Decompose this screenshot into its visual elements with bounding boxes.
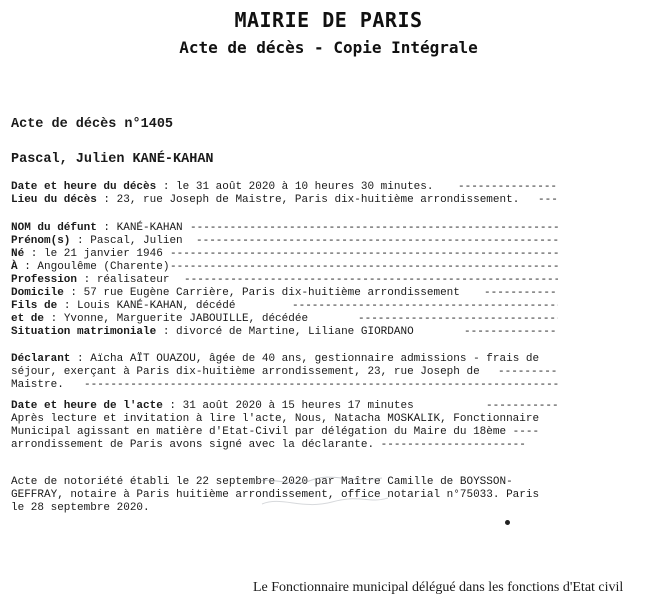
death-date-value: : le 31 août 2020 à 10 heures 30 minutes. <box>156 181 434 193</box>
birth-place-line <box>11 261 169 274</box>
father-line <box>11 300 235 313</box>
acte-number-heading: Acte de décès n°1405 <box>11 117 174 132</box>
deceased-firstnames-value: : Pascal, Julien <box>70 235 183 247</box>
filler-dashes <box>458 181 558 194</box>
birth-date-label: Né <box>11 248 25 260</box>
faint-pen-mark <box>252 474 392 514</box>
residence-line <box>11 287 460 300</box>
filler-dashes <box>292 300 558 313</box>
notoriety-line-2: GEFFRAY, notaire à Paris huitième arrondissement, office notarial n°75033. Paris <box>11 489 540 501</box>
filler-dashes <box>190 222 558 235</box>
filler-dashes <box>84 379 558 392</box>
document-subtitle: Acte de décès - Copie Intégrale <box>179 38 478 57</box>
filler-dashes <box>538 194 558 207</box>
act-text-line-2: Municipal agissant en matière d'Etat-Civil par délégation du Maire du 18ème ---- <box>11 426 540 438</box>
filler-dashes <box>196 235 558 248</box>
residence-label: Domicile <box>11 287 64 299</box>
act-date-label: Date et heure de l'acte <box>11 400 163 412</box>
father-value: : Louis KANÉ-KAHAN, décédé <box>57 300 236 312</box>
birth-place-value: : Angoulême (Charente) <box>17 261 170 273</box>
deceased-surname-label: NOM du défunt <box>11 222 97 234</box>
mother-line <box>11 313 308 326</box>
filler-dashes <box>486 400 558 413</box>
signature-caption: Le Fonctionnaire municipal délégué dans les fonctions d'Etat civil <box>253 580 624 595</box>
death-date-line <box>11 181 433 194</box>
declarant-value: : Aïcha AÏT OUAZOU, âgée de 40 ans, gestionnaire admissions - frais de <box>70 353 540 365</box>
declarant-label: Déclarant <box>11 353 71 365</box>
marital-status-value: : divorcé de Martine, Liliane GIORDANO <box>156 326 414 338</box>
deceased-surname-line <box>11 222 183 235</box>
act-date-value: : 31 août 2020 à 15 heures 17 minutes <box>162 400 414 412</box>
profession-label: Profession <box>11 274 78 286</box>
notoriety-line-3: le 28 septembre 2020. <box>11 502 150 514</box>
declarant-line-3: Maistre. <box>11 379 64 391</box>
filler-dashes <box>498 366 558 379</box>
filler-dashes <box>464 326 558 339</box>
residence-value: : 57 rue Eugène Carrière, Paris dix-huitième arrondissement <box>63 287 460 299</box>
profession-value: : réalisateur <box>77 274 170 286</box>
death-date-label: Date et heure du décès <box>11 181 157 193</box>
death-place-line <box>11 194 519 207</box>
declarant-line-1 <box>11 353 539 366</box>
act-date-line <box>11 400 414 413</box>
birth-place-label: À <box>11 261 18 273</box>
deceased-full-name: Pascal, Julien KANÉ-KAHAN <box>11 152 214 167</box>
act-text-line-1: Après lecture et invitation à lire l'acte, Nous, Natacha MOSKALIK, Fonctionnaire <box>11 413 540 425</box>
filler-dashes <box>484 287 558 300</box>
death-place-value: : 23, rue Joseph de Maistre, Paris dix-huitième arrondissement. <box>96 194 520 206</box>
mother-label: et de <box>11 313 45 325</box>
marital-status-label: Situation matrimoniale <box>11 326 157 338</box>
filler-dashes <box>170 261 558 274</box>
declarant-line-2: séjour, exerçant à Paris dix-huitième arrondissement, 23, rue Joseph de <box>11 366 480 378</box>
profession-line <box>11 274 169 287</box>
deceased-surname-value: : KANÉ-KAHAN <box>96 222 183 234</box>
act-text-line-3: arrondissement de Paris avons signé avec la déclarante. ---------------------- <box>11 439 526 451</box>
notoriety-line-1: Acte de notoriété établi le 22 septembre 2020 par Maître Camille de BOYSSON- <box>11 476 513 488</box>
deceased-firstnames-label: Prénom(s) <box>11 235 71 247</box>
filler-dashes <box>358 313 558 326</box>
ink-dot <box>505 520 510 525</box>
death-place-label: Lieu du décès <box>11 194 97 206</box>
filler-dashes <box>184 274 558 287</box>
marital-status-line <box>11 326 414 339</box>
mother-value: : Yvonne, Marguerite JABOUILLE, décédée <box>44 313 309 325</box>
birth-date-line <box>11 248 163 261</box>
deceased-firstnames-line <box>11 235 183 248</box>
birth-date-value: : le 21 janvier 1946 <box>24 248 163 260</box>
document-title: MAIRIE DE PARIS <box>234 8 423 32</box>
father-label: Fils de <box>11 300 58 312</box>
filler-dashes <box>170 248 558 261</box>
